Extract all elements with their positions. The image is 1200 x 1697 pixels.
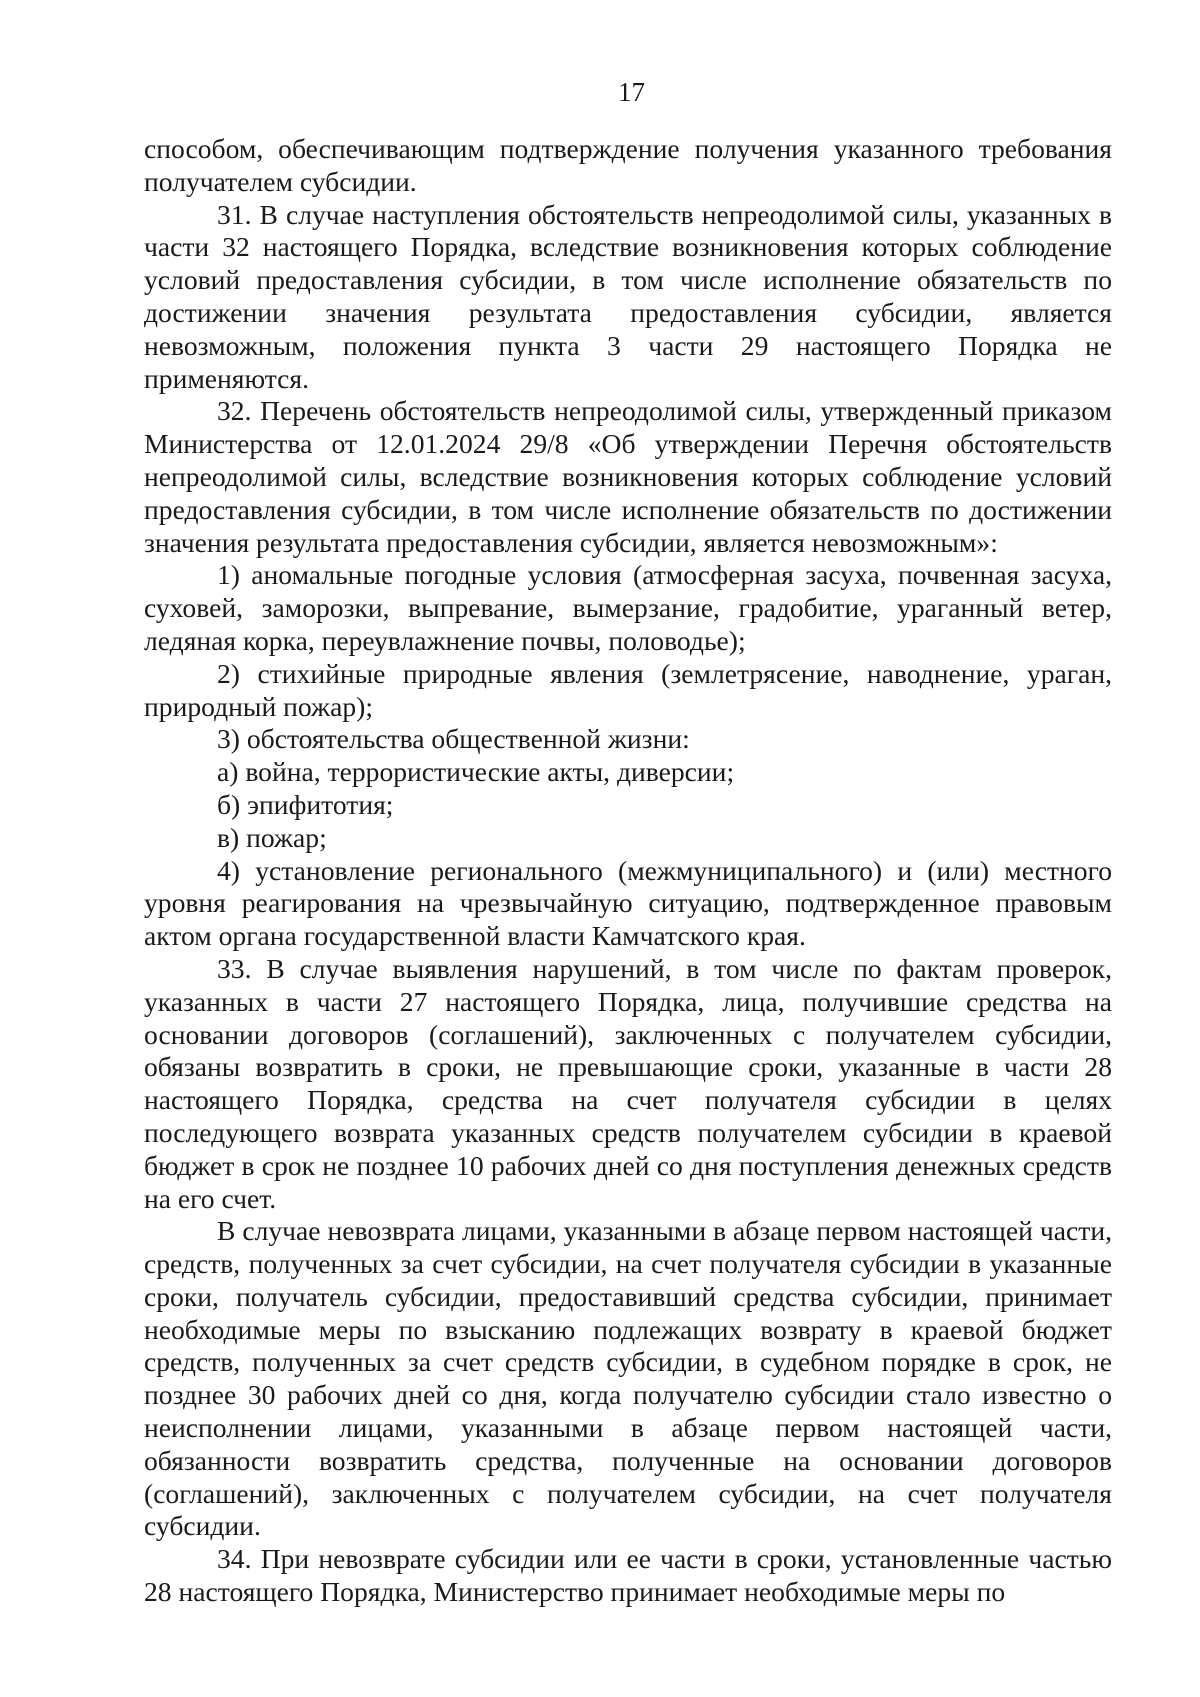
paragraph-33: 33. В случае выявления нарушений, в том числе по фактам проверок, указанных в части 27 настоящего Порядка, лица, получившие средства на основании договоров (соглашений), заключенных с получателем субсидии, обязаны возвратить в сроки, не превышающие сроки, указанные в части 28 настоящего Порядка, средства на счет получателя субсидии в целях последующего возврата указанных средств получателем субсидии в краевой бюджет в срок не позднее 10 рабочих дней со дня поступления денежных средств на его счет.: [144, 952, 1112, 1214]
list-item-2: 2) стихийные природные явления (землетрясение, наводнение, ураган, природный пожар);: [144, 657, 1112, 722]
paragraph-33-second: В случае невозврата лицами, указанными в абзаце первом настоящей части, средств, полученных за счет субсидии, на счет получателя субсидии в указанные сроки, получатель субсидии, предоставивший средства субсидии, принимает необходимые меры по взысканию подлежащих возврату в краевой бюджет средств, полученных за счет средств субсидии, в судебном порядке в срок, не позднее 30 рабочих дней со дня, когда получателю субсидии стало известно о неисполнении лицами, указанными в абзаце первом настоящей части, обязанности возвратить средства, полученные на основании договоров (соглашений), заключенных с получателем субсидии, на счет получателя субсидии.: [144, 1215, 1112, 1542]
list-item-3: 3) обстоятельства общественной жизни:: [217, 723, 690, 755]
list-item-3a: а) война, террористические акты, диверсии;: [217, 756, 735, 788]
paragraph-34: 34. При невозврате субсидии или ее части в сроки, установленные частью 28 настоящего Порядка, Министерство принимает необходимые меры по: [144, 1543, 1112, 1608]
list-item-3v: в) пожар;: [217, 821, 327, 853]
paragraph-31: 31. В случае наступления обстоятельств непреодолимой силы, указанных в части 32 настоящего Порядка, вследствие возникновения которых соблюдение условий предоставления субсидии, в том числе исполнение обязательств по достижении значения результата предоставления субсидии, является невозможным, положения пункта 3 части 29 настоящего Порядка не применяются.: [144, 198, 1112, 394]
document-body: [144, 133, 1112, 1609]
paragraph-32: 32. Перечень обстоятельств непреодолимой силы, утвержденный приказом Министерства от 12.01.2024 29/8 «Об утверждении Перечня обстоятельств непреодолимой силы, вследствие возникновения которых соблюдение условий предоставления субсидии, в том числе исполнение обязательств по достижении значения результата предоставления субсидии, является невозможным»:: [144, 395, 1112, 558]
list-item-1: 1) аномальные погодные условия (атмосферная засуха, почвенная засуха, суховей, заморозки, выпревание, вымерзание, градобитие, ураганный ветер, ледяная корка, переувлажнение почвы, половодье);: [144, 559, 1112, 656]
paragraph-continuation: способом, обеспечивающим подтверждение получения указанного требования получателем субсидии.: [144, 133, 1112, 197]
list-item-3b: б) эпифитотия;: [217, 788, 394, 820]
list-item-4: 4) установление регионального (межмуниципального) и (или) местного уровня реагирования на чрезвычайную ситуацию, подтвержденное правовым актом органа государственной власти Камчатского края.: [144, 854, 1112, 952]
page-number: 17: [618, 77, 645, 107]
